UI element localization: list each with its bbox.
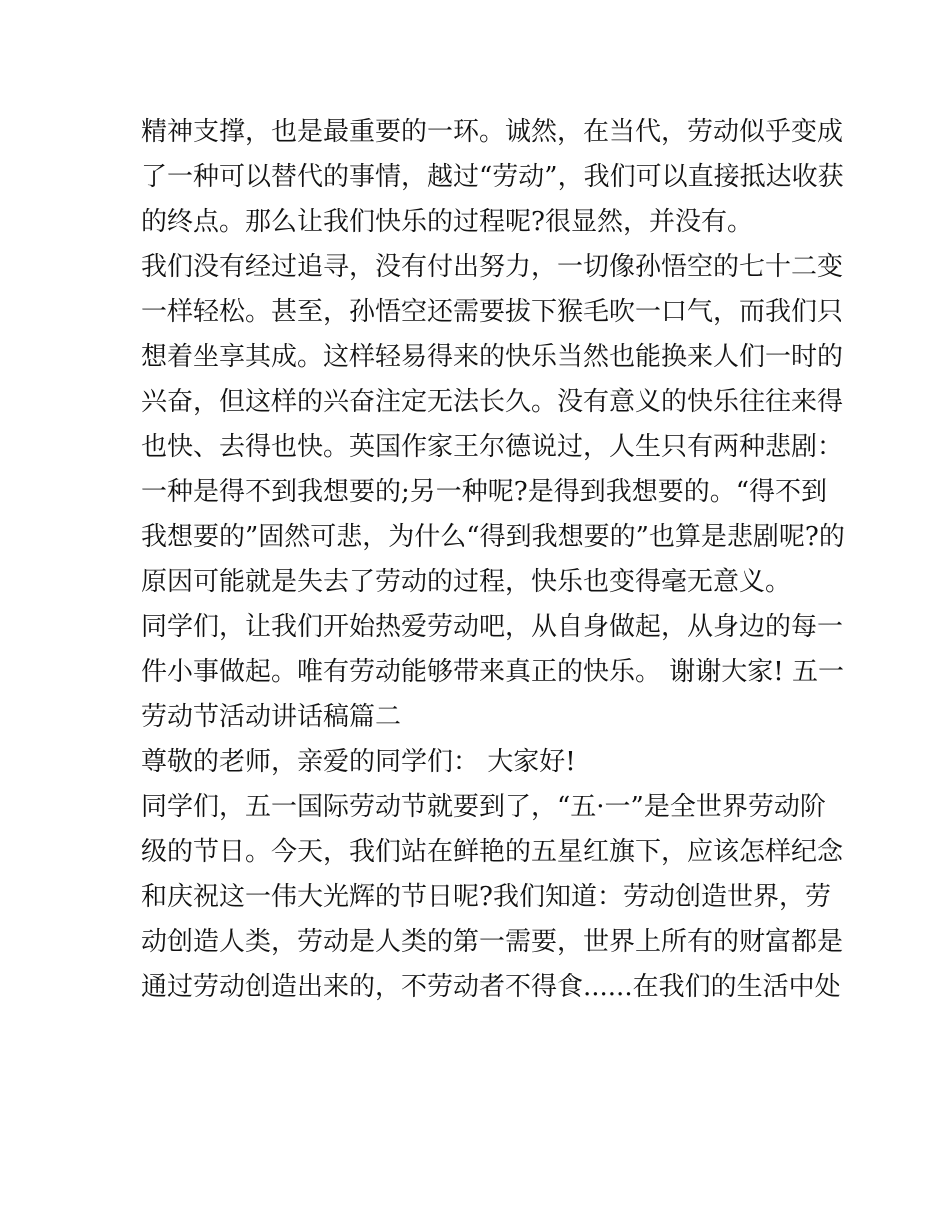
text-line-1: 精神支撑，也是最重要的一环。诚然，在当代，劳动似乎变成 — [141, 117, 844, 147]
text-line-13: 件小事做起。唯有劳动能够带来真正的快乐。 谢谢大家! 五一 — [141, 657, 844, 687]
text-line-14: 劳动节活动讲话稿篇二 — [141, 702, 402, 732]
text-line-7: 兴奋，但这样的兴奋注定无法长久。没有意义的快乐往往来得 — [141, 387, 844, 417]
text-line-5: 一样轻松。甚至，孙悟空还需要拔下猴毛吹一口气，而我们只 — [141, 297, 844, 327]
document-body — [141, 110, 845, 1010]
text-line-15: 尊敬的老师，亲爱的同学们： 大家好! — [141, 747, 576, 777]
text-line-20: 通过劳动创造出来的，不劳动者不得食......在我们的生活中处 — [141, 972, 841, 1002]
text-line-6: 想着坐享其成。这样轻易得来的快乐当然也能换来人们一时的 — [141, 342, 844, 372]
text-line-17: 级的节日。今天，我们站在鲜艳的五星红旗下，应该怎样纪念 — [141, 837, 844, 867]
text-line-2: 了一种可以替代的事情，越过“劳动”，我们可以直接抵达收获 — [141, 162, 844, 192]
text-line-8: 也快、去得也快。英国作家王尔德说过，人生只有两种悲剧： — [141, 432, 844, 462]
text-line-10: 我想要的”固然可悲，为什么“得到我想要的”也算是悲剧呢?的 — [141, 522, 845, 552]
text-line-11: 原因可能就是失去了劳动的过程，快乐也变得毫无意义。 — [141, 567, 792, 597]
text-line-4: 我们没有经过追寻，没有付出努力，一切像孙悟空的七十二变 — [141, 252, 844, 282]
text-line-18: 和庆祝这一伟大光辉的节日呢?我们知道：劳动创造世界，劳 — [141, 882, 831, 912]
text-line-19: 动创造人类，劳动是人类的第一需要，世界上所有的财富都是 — [141, 927, 844, 957]
text-line-16: 同学们，五一国际劳动节就要到了，“五·一”是全世界劳动阶 — [141, 792, 826, 822]
text-line-9: 一种是得不到我想要的;另一种呢?是得到我想要的。“得不到 — [141, 477, 827, 507]
text-line-3: 的终点。那么让我们快乐的过程呢?很显然，并没有。 — [141, 207, 753, 237]
text-line-12: 同学们，让我们开始热爱劳动吧，从自身做起，从身边的每一 — [141, 612, 844, 642]
